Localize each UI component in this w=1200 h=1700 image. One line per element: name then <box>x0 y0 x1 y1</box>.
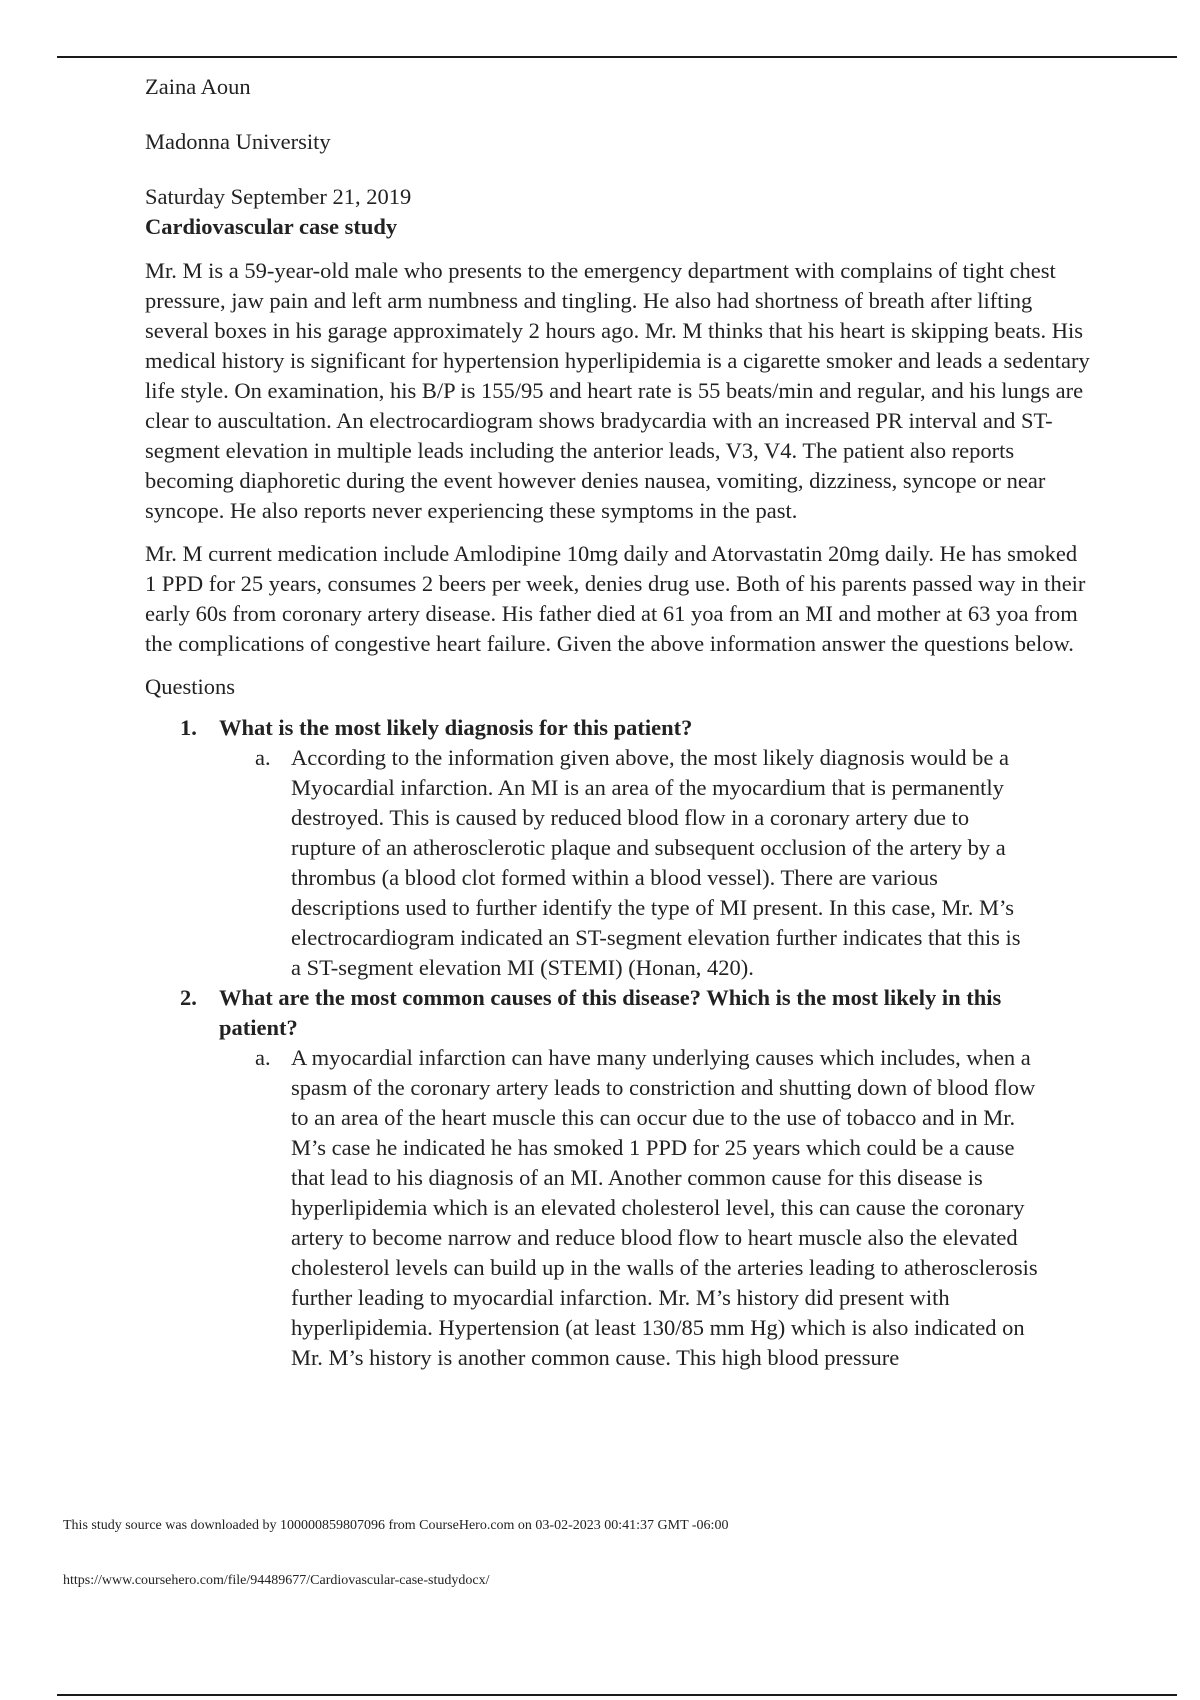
case-paragraph: Mr. M is a 59-year-old male who presents to the emergency department with complains of tight chest pressure, jaw pain and left arm numbness and tingling. He also had shortness of breath after lifting several boxes in his garage approximately 2 hours ago. Mr. M thinks that his heart is skipping beats. His medical history is significant for hypertension hyperlipidemia is a cigarette smoker and leads a sedentary life style. On examination, his B/P is 155/95 and heart rate is 55 beats/min and regular, and his lungs are clear to auscultation. An electrocardiogram shows bradycardia with an increased PR interval and ST-segment elevation in multiple leads including the anterior leads, V3, V4. The patient also reports becoming diaphoretic during the event however denies nausea, vomiting, dizziness, syncope or near syncope. He also reports never experiencing these symptoms in the past. <box>145 258 1090 523</box>
top-rule <box>57 56 1177 58</box>
answer-label: a. <box>255 1045 271 1070</box>
document-title: Cardiovascular case study <box>145 214 398 239</box>
answer-text: According to the information given above, the most likely diagnosis would be a Myocardial infarction. An MI is an area of the myocardium that is permanently destroyed. This is caused by reduced blood flow in a coronary artery due to rupture of an atherosclerotic plaque and subsequent occlusion of the artery by a thrombus (a blood clot formed within a blood vessel). There are various descriptions used to further identify the type of MI present. In this case, Mr. M’s electrocardiogram indicated an ST-segment elevation further indicates that this is a ST-segment elevation MI (STEMI) (Honan, 420). <box>291 745 1021 980</box>
questions-heading: Questions <box>145 674 235 699</box>
question-list <box>145 713 1090 1373</box>
question-number: 2. <box>180 985 197 1010</box>
school-name: Madonna University <box>145 129 331 154</box>
question-item <box>145 983 1090 1373</box>
answer-item <box>145 1043 1164 1373</box>
question-text: What is the most likely diagnosis for this patient? <box>219 715 693 740</box>
source-url: https://www.coursehero.com/file/94489677/Cardiovascular-case-studydocx/ <box>63 1573 490 1588</box>
question-text: What are the most common causes of this disease? Which is the most likely in this patient? <box>219 985 1002 1040</box>
bottom-rule <box>57 1694 1177 1696</box>
question-number: 1. <box>180 715 197 740</box>
answer-item <box>145 743 1164 983</box>
document-body <box>145 72 1090 1373</box>
question-item <box>145 713 1090 983</box>
answer-text: A myocardial infarction can have many underlying causes which includes, when a spasm of the coronary artery leads to constriction and shutting down of blood flow to an area of the heart muscle this can occur due to the use of tobacco and in Mr. M’s case he indicated he has smoked 1 PPD for 25 years which could be a cause that lead to his diagnosis of an MI. Another common cause for this disease is hyperlipidemia which is an elevated cholesterol level, this can cause the coronary artery to become narrow and reduce blood flow to heart muscle also the elevated cholesterol levels can build up in the walls of the arteries leading to atherosclerosis further leading to myocardial infarction. Mr. M’s history did present with hyperlipidemia. Hypertension (at least 130/85 mm Hg) which is also indicated on Mr. M’s history is another common cause. This high blood pressure <box>291 1045 1038 1370</box>
history-paragraph: Mr. M current medication include Amlodipine 10mg daily and Atorvastatin 20mg daily. He has smoked 1 PPD for 25 years, consumes 2 beers per week, denies drug use. Both of his parents passed way in their early 60s from coronary artery disease. His father died at 61 yoa from an MI and mother at 63 yoa from the complications of congestive heart failure. Given the above information answer the questions below. <box>145 541 1086 656</box>
author-name: Zaina Aoun <box>145 74 251 99</box>
answer-label: a. <box>255 745 271 770</box>
download-source-note: This study source was downloaded by 100000859807096 from CourseHero.com on 03-02-2023 00:41:37 GMT -06:00 <box>63 1518 729 1533</box>
document-date: Saturday September 21, 2019 <box>145 184 412 209</box>
